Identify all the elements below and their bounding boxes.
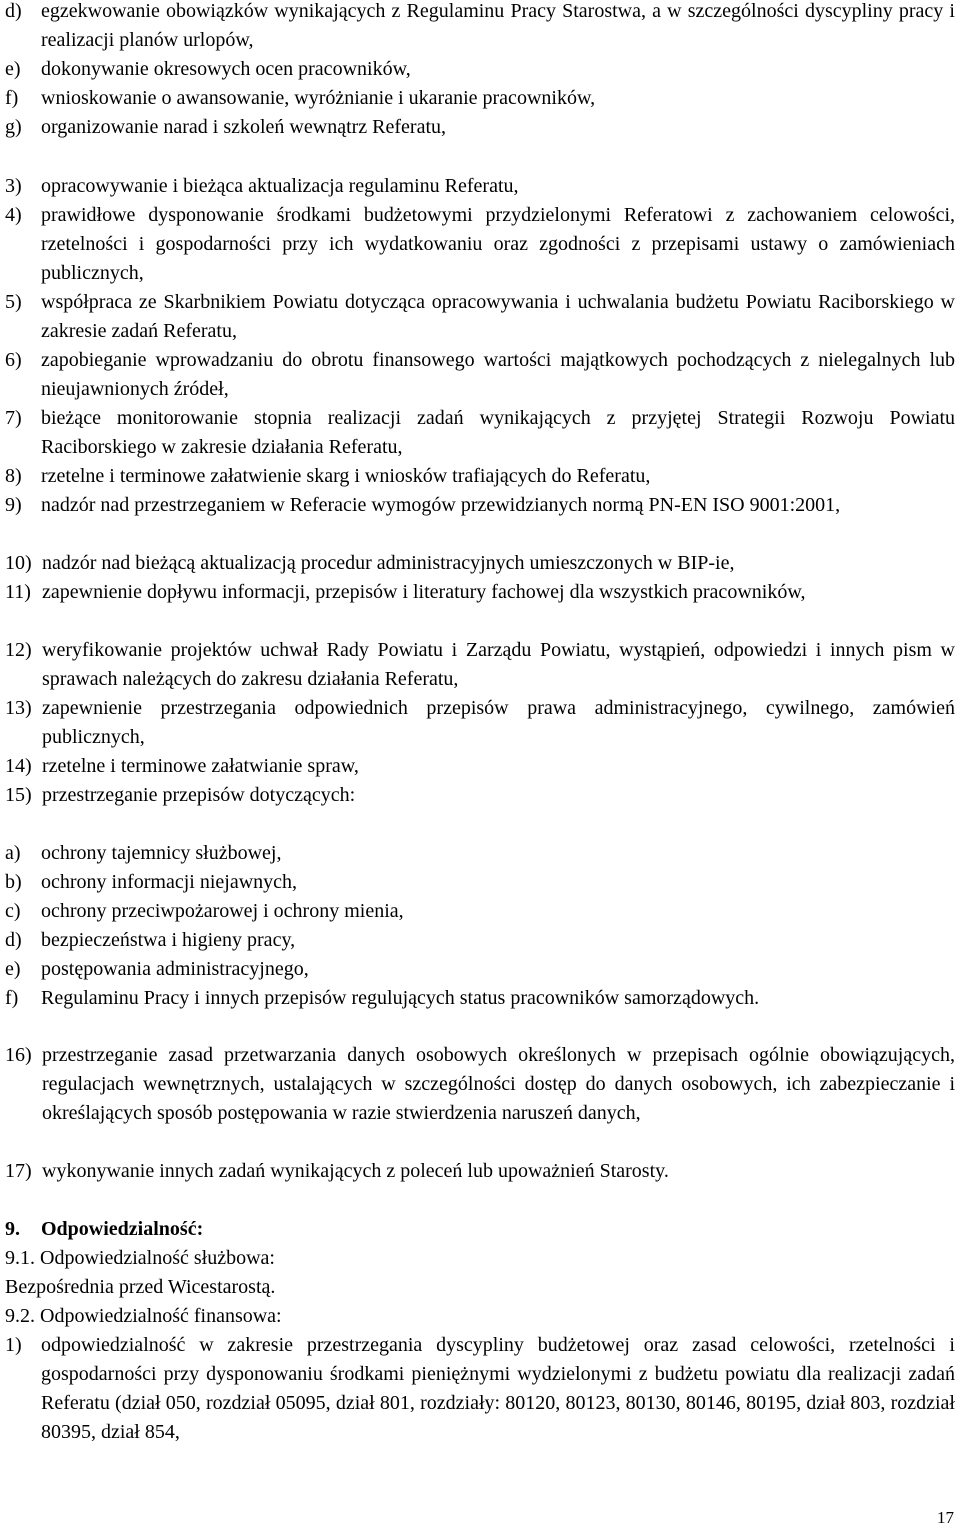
page-number: 17 <box>937 1508 954 1527</box>
item-text: opracowywanie i bieżąca aktualizacja regulaminu Referatu, <box>41 175 519 197</box>
list-item <box>5 955 955 984</box>
item-label: 7) <box>5 407 22 429</box>
item-text: rzetelne i terminowe załatwianie spraw, <box>42 755 359 777</box>
item-text: wnioskowanie o awansowanie, wyróżnianie i ukaranie pracowników, <box>41 87 596 109</box>
list-item <box>5 1331 955 1447</box>
item-text: wykonywanie innych zadań wynikających z poleceń lub upoważnień Starosty. <box>42 1160 669 1182</box>
item-text: przestrzeganie przepisów dotyczących: <box>42 784 356 806</box>
item-label: 6) <box>5 349 22 371</box>
item-text: przestrzeganie zasad przetwarzania danych osobowych określonych w przepisach ogólnie obowiązujących, regulacjach wewnętrznych, ustalających w szczególności dostęp do danych osobowych, ich zabezpieczanie i określających sposób postępowania w razie stwierdzenia naruszeń danych, <box>42 1044 955 1124</box>
item-label: c) <box>5 900 21 922</box>
item-text: egzekwowanie obowiązków wynikających z Regulaminu Pracy Starostwa, a w szczególności dyscypliny pracy i realizacji planów urlopów, <box>41 0 955 51</box>
item-text: rzetelne i terminowe załatwienie skarg i wniosków trafiających do Referatu, <box>41 465 651 487</box>
item-label: 13) <box>5 697 32 719</box>
list-item <box>5 346 955 404</box>
item-label: f) <box>5 987 19 1009</box>
item-text: bezpieczeństwa i higieny pracy, <box>41 929 296 951</box>
list-item <box>5 752 955 781</box>
subsection-heading: 9.2. Odpowiedzialność finansowa: <box>5 1305 282 1327</box>
item-text: zapobieganie wprowadzaniu do obrotu finansowego wartości majątkowych pochodzących z nielegalnych lub nieujawnionych źródeł, <box>41 349 955 400</box>
item-label: 5) <box>5 291 22 313</box>
section-heading <box>5 1215 955 1244</box>
list-item <box>5 84 955 113</box>
item-text: współpraca ze Skarbnikiem Powiatu dotycząca opracowywania i uchwalania budżetu Powiatu Raciborskiego w zakresie zadań Referatu, <box>41 291 955 342</box>
list-item <box>5 636 955 694</box>
item-text: zapewnienie dopływu informacji, przepisów i literatury fachowej dla wszystkich pracowników, <box>42 581 806 603</box>
item-text: zapewnienie przestrzegania odpowiednich przepisów prawa administracyjnego, cywilnego, zamówień publicznych, <box>42 697 955 748</box>
item-label: 4) <box>5 204 22 226</box>
item-text: weryfikowanie projektów uchwał Rady Powiatu i Zarządu Powiatu, wystąpień, odpowiedzi i innych pism w sprawach należących do zakresu działania Referatu, <box>42 639 955 690</box>
list-item <box>5 839 955 868</box>
list-item <box>5 781 955 810</box>
item-label: 15) <box>5 784 32 806</box>
item-text: organizowanie narad i szkoleń wewnątrz Referatu, <box>41 116 447 138</box>
item-label: 10) <box>5 552 32 574</box>
list-item <box>5 694 955 752</box>
item-label: 16) <box>5 1044 32 1066</box>
item-label: g) <box>5 116 22 138</box>
list-item <box>5 201 955 288</box>
subsection-heading: 9.1. Odpowiedzialność służbowa: <box>5 1247 275 1269</box>
item-text: postępowania administracyjnego, <box>41 958 309 980</box>
item-text: bieżące monitorowanie stopnia realizacji zadań wynikających z przyjętej Strategii Rozwoju Powiatu Raciborskiego w zakresie działania Referatu, <box>41 407 955 458</box>
list-item <box>5 55 955 84</box>
item-text: Regulaminu Pracy i innych przepisów regulujących status pracowników samorządowych. <box>41 987 760 1009</box>
item-label: f) <box>5 87 19 109</box>
item-text: prawidłowe dysponowanie środkami budżetowymi przydzielonymi Referatowi z zachowaniem celowości, rzetelności i gospodarności przy ich wydatkowaniu oraz zgodności z przepisami ustawy o zamówieniach publicznych, <box>41 204 955 284</box>
list-item <box>5 404 955 462</box>
item-text: odpowiedzialność w zakresie przestrzegania dyscypliny budżetowej oraz zasad celowości, rzetelności i gospodarności przy dysponowaniu środkami pieniężnymi wydzielonymi z budżetu powiatu dla realizacji zadań Referatu (dział 050, rozdział 05095, dział 801, rozdziały: 80120, 80123, 80130, 80146, 80195, dział 803, rozdział 80395, dział 854, <box>41 1334 955 1443</box>
item-label: b) <box>5 871 22 893</box>
item-label: 8) <box>5 465 22 487</box>
item-label: d) <box>5 0 22 22</box>
item-label: 14) <box>5 755 32 777</box>
item-label: 3) <box>5 175 22 197</box>
section-title: Odpowiedzialność: <box>41 1218 204 1240</box>
list-item <box>5 1041 955 1128</box>
list-item <box>5 868 955 897</box>
list-item <box>5 984 955 1013</box>
item-label: e) <box>5 958 21 980</box>
item-label: 11) <box>5 581 31 603</box>
item-text: dokonywanie okresowych ocen pracowników, <box>41 58 411 80</box>
list-item <box>5 549 955 578</box>
list-item <box>5 578 955 607</box>
list-item <box>5 1157 955 1186</box>
item-text: nadzór nad bieżącą aktualizacją procedur administracyjnych umieszczonych w BIP-ie, <box>42 552 735 574</box>
item-text: ochrony tajemnicy służbowej, <box>41 842 282 864</box>
item-label: e) <box>5 58 21 80</box>
item-label: 1) <box>5 1334 22 1356</box>
item-label: a) <box>5 842 21 864</box>
list-item <box>5 172 955 201</box>
item-label: 17) <box>5 1160 32 1182</box>
list-item <box>5 462 955 491</box>
list-item <box>5 0 955 55</box>
item-label: 9) <box>5 494 22 516</box>
list-item <box>5 288 955 346</box>
list-item <box>5 491 955 520</box>
list-item <box>5 897 955 926</box>
item-label: 12) <box>5 639 32 661</box>
section-number: 9. <box>5 1218 20 1240</box>
list-item <box>5 926 955 955</box>
item-text: ochrony przeciwpożarowej i ochrony mienia, <box>41 900 404 922</box>
item-label: d) <box>5 929 22 951</box>
item-text: nadzór nad przestrzeganiem w Referacie wymogów przewidzianych normą PN-EN ISO 9001:2001, <box>41 494 841 516</box>
item-text: ochrony informacji niejawnych, <box>41 871 298 893</box>
list-item <box>5 113 955 142</box>
subsection-text: Bezpośrednia przed Wicestarostą. <box>5 1276 276 1298</box>
